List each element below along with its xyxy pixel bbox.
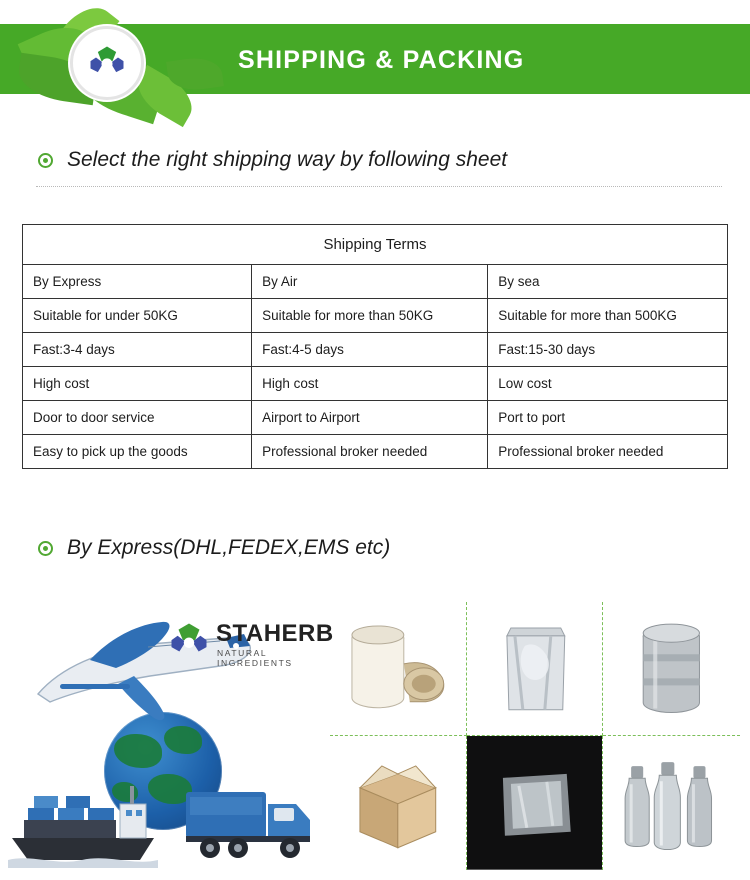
- table-cell: High cost: [23, 367, 252, 401]
- table-column-header: By Air: [252, 265, 488, 299]
- vacuum-bag-icon: [467, 736, 603, 870]
- fiber-drum-icon: [330, 602, 466, 736]
- logo-circle: [70, 26, 144, 100]
- cargo-ship-icon: [8, 764, 158, 868]
- table-row: [23, 367, 728, 401]
- divider-dotted: [36, 186, 722, 187]
- table-cell: Professional broker needed: [252, 435, 488, 469]
- staherb-mark-icon: [168, 620, 210, 662]
- table-cell: High cost: [252, 367, 488, 401]
- packing-grid: [330, 602, 740, 870]
- ring-bullet-icon: [38, 541, 53, 556]
- staherb-mark-icon: [85, 41, 129, 85]
- cargo-truck-icon: [184, 770, 320, 866]
- section-heading-by-express: [0, 536, 750, 560]
- table-cell: Door to door service: [23, 401, 252, 435]
- table-cell: Airport to Airport: [252, 401, 488, 435]
- packing-cell-steel-drum: [603, 602, 740, 736]
- brand-tagline: NATURAL INGREDIENTS: [217, 648, 293, 668]
- table-cell: Easy to pick up the goods: [23, 435, 252, 469]
- table-cell: Low cost: [488, 367, 728, 401]
- section-heading-label: By Express(DHL,FEDEX,EMS etc): [67, 536, 391, 559]
- table-title-cell: Shipping Terms: [23, 225, 728, 265]
- table-header-row: [23, 265, 728, 299]
- table-row: [23, 401, 728, 435]
- staherb-leaf-logo-icon: [18, 12, 228, 110]
- table-cell: Fast:15-30 days: [488, 333, 728, 367]
- table-cell: Professional broker needed: [488, 435, 728, 469]
- table-cell: Fast:3-4 days: [23, 333, 252, 367]
- ring-bullet-icon: [38, 153, 53, 168]
- packing-cell-vacuum-bag: [467, 736, 604, 870]
- table-row: [23, 333, 728, 367]
- shipping-terms-table: [22, 224, 728, 469]
- brand-name: STAHERB: [216, 620, 334, 647]
- table-cell: Suitable for more than 500KG: [488, 299, 728, 333]
- foil-pouch-icon: [467, 602, 603, 736]
- carton-box-icon: [330, 736, 466, 870]
- table-column-header: By Express: [23, 265, 252, 299]
- table-row: [23, 435, 728, 469]
- packing-cell-carton-box: [330, 736, 467, 870]
- packing-cell-foil-pouch: [467, 602, 604, 736]
- table-row: [23, 299, 728, 333]
- page-header: [0, 0, 750, 118]
- brand-block: [168, 618, 340, 674]
- section-heading-shipping-way: [0, 148, 750, 172]
- table-cell: Fast:4-5 days: [252, 333, 488, 367]
- packing-cell-fiber-drum: [330, 602, 467, 736]
- transport-illustration: [8, 600, 334, 872]
- steel-drum-icon: [603, 602, 740, 736]
- table-cell: Suitable for more than 50KG: [252, 299, 488, 333]
- table-column-header: By sea: [488, 265, 728, 299]
- table-cell: Suitable for under 50KG: [23, 299, 252, 333]
- packing-cell-aluminium-bottles: [603, 736, 740, 870]
- shipping-packing-images: [0, 592, 750, 880]
- aluminium-bottles-icon: [603, 736, 740, 870]
- section-heading-label: Select the right shipping way by following sheet: [67, 148, 508, 171]
- page-title: SHIPPING & PACKING: [238, 46, 525, 74]
- table-cell: Port to port: [488, 401, 728, 435]
- table-title-row: [23, 225, 728, 265]
